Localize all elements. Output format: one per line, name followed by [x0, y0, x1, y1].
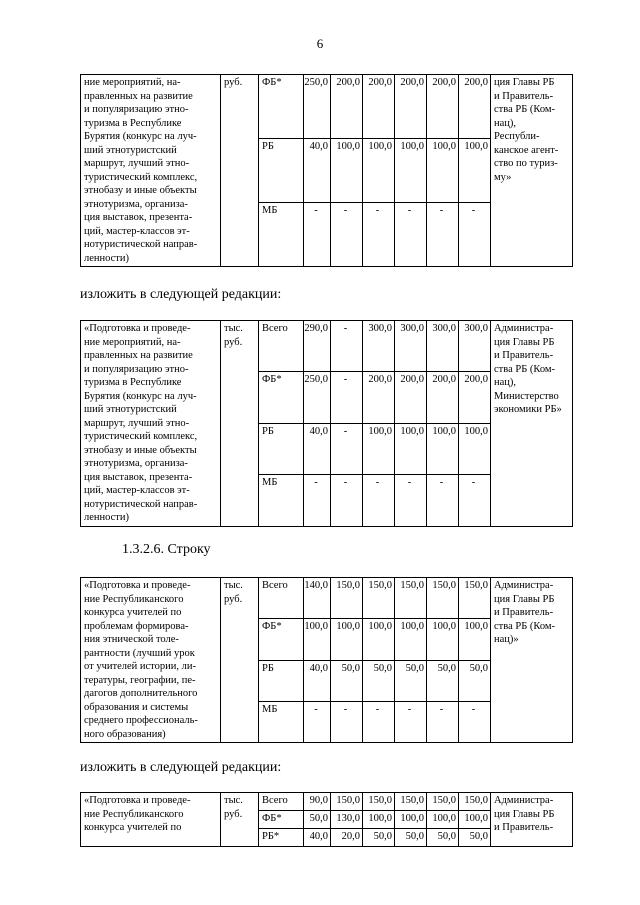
measure-name-line: туристический комплекс, [84, 431, 198, 442]
amount-cell: 100,0 [331, 139, 363, 203]
amount-cell: 250,0 [304, 372, 331, 423]
unit-line: тыс. [224, 323, 243, 334]
table-block-2 [80, 320, 573, 527]
responsible-line: ция Главы РБ [494, 336, 555, 348]
funding-source-cell: МБ [259, 203, 304, 267]
funding-source-cell: МБ [259, 701, 304, 742]
amount-cell: 100,0 [427, 619, 459, 660]
amount-cell: - [459, 203, 491, 267]
responsible-line: и Правитель- [494, 350, 554, 361]
measure-name-line: конкурса учителей по [84, 822, 182, 833]
amount-cell: 50,0 [331, 660, 363, 701]
amount-cell: 50,0 [363, 660, 395, 701]
amount-cell: 130,0 [331, 811, 363, 829]
table-row [81, 578, 573, 619]
amount-cell: - [395, 203, 427, 267]
unit-line: руб. [224, 808, 243, 820]
responsible-cell [491, 75, 573, 267]
unit-line: руб. [224, 336, 243, 348]
amount-cell: - [331, 701, 363, 742]
responsible-line: Администра- [494, 580, 554, 591]
amount-cell: 100,0 [427, 811, 459, 829]
responsible-line: му» [494, 171, 512, 183]
responsible-line: ства РБ (Ком- [494, 363, 556, 375]
measure-name-line: ший этнотуристский [84, 404, 177, 415]
measure-name-line: и популяризацию этно- [84, 104, 189, 115]
measure-name-line: ние мероприятий, на- [84, 77, 181, 88]
responsible-line: ция Главы РБ [494, 77, 555, 88]
measure-name-line: «Подготовка и проведе- [84, 795, 191, 806]
measure-name-line: конкурса учителей по [84, 607, 182, 618]
measure-name-cell [81, 793, 221, 847]
amount-cell: 90,0 [304, 793, 331, 811]
responsible-line: нац), [494, 377, 517, 388]
measure-name-line: туризма в Республике [84, 117, 182, 129]
responsible-line: канское агент- [494, 144, 559, 156]
funding-source-cell: РБ [259, 139, 304, 203]
amount-cell: - [363, 203, 395, 267]
measure-name-line: ленности) [84, 512, 130, 523]
amount-cell: 100,0 [363, 139, 395, 203]
amount-cell: 100,0 [395, 619, 427, 660]
instruction-phrase-2: изложить в следующей редакции: [80, 760, 282, 775]
measure-name-line: этнобазу и иные объекты [84, 444, 197, 456]
amount-cell: - [395, 701, 427, 742]
amount-cell: 100,0 [363, 423, 395, 474]
amount-cell: 100,0 [395, 811, 427, 829]
measure-name-line: «Подготовка и проведе- [84, 580, 191, 591]
amount-cell: 100,0 [459, 423, 491, 474]
amount-cell: - [427, 701, 459, 742]
responsible-line: Администра- [494, 323, 554, 334]
amount-cell: 300,0 [363, 321, 395, 372]
measure-name-line: нотуристической направ- [84, 498, 198, 510]
responsible-cell [491, 793, 573, 847]
amount-cell: - [459, 701, 491, 742]
amount-cell: - [363, 701, 395, 742]
funding-source-cell: Всего [259, 321, 304, 372]
amount-cell: 200,0 [459, 372, 491, 423]
amount-cell: 150,0 [395, 578, 427, 619]
instruction-phrase-1: изложить в следующей редакции: [80, 287, 282, 302]
measure-name-cell [81, 321, 221, 527]
measure-name-line: ние Республиканского [84, 808, 184, 820]
responsible-line: и Правитель- [494, 90, 554, 102]
amount-cell: 150,0 [427, 578, 459, 619]
amount-cell: 100,0 [427, 139, 459, 203]
measure-name-line: этнобазу и иные объекты [84, 185, 197, 196]
amount-cell: 200,0 [427, 75, 459, 139]
amount-cell: 200,0 [395, 75, 427, 139]
responsible-line: нац), [494, 117, 517, 129]
amount-cell: 250,0 [304, 75, 331, 139]
responsible-line: Республи- [494, 131, 540, 142]
responsible-line: ция Главы РБ [494, 808, 555, 820]
responsible-cell [491, 321, 573, 527]
amount-cell: 100,0 [427, 423, 459, 474]
measure-name-line: ший этнотуристский [84, 144, 177, 156]
amount-cell: 150,0 [363, 793, 395, 811]
amount-cell: 290,0 [304, 321, 331, 372]
amount-cell: 100,0 [363, 811, 395, 829]
funding-source-cell: РБ [259, 423, 304, 474]
amount-cell: 100,0 [304, 619, 331, 660]
amount-cell: - [304, 203, 331, 267]
amount-cell: 40,0 [304, 829, 331, 847]
amount-cell: 300,0 [395, 321, 427, 372]
funding-source-cell: РБ [259, 660, 304, 701]
unit-cell [221, 321, 259, 527]
table-block-3 [80, 577, 573, 743]
amount-cell: - [427, 203, 459, 267]
measure-name-line: проблемам формирова- [84, 620, 189, 632]
responsible-line: экономики РБ» [494, 404, 562, 415]
amount-cell: 50,0 [427, 660, 459, 701]
amount-cell: 200,0 [427, 372, 459, 423]
measure-name-line: Бурятия (конкурс на луч- [84, 131, 197, 142]
measure-name-line: от учителей истории, ли- [84, 661, 196, 672]
amount-cell: 50,0 [395, 660, 427, 701]
amount-cell: - [331, 203, 363, 267]
measure-name-line: правленных на развитие [84, 90, 193, 102]
responsible-line: ства РБ (Ком- [494, 620, 556, 632]
measure-name-line: ций, мастер-классов эт- [84, 485, 190, 496]
amount-cell: - [304, 475, 331, 526]
amount-cell: 40,0 [304, 660, 331, 701]
responsible-line: и Правитель- [494, 607, 554, 618]
amount-cell: 150,0 [459, 578, 491, 619]
amount-cell: - [459, 475, 491, 526]
amount-cell: 200,0 [459, 75, 491, 139]
measure-name-line: ций, мастер-классов эт- [84, 225, 190, 237]
responsible-line: и Правитель- [494, 822, 554, 833]
amount-cell: - [331, 423, 363, 474]
measure-name-line: ция выставок, презента- [84, 471, 193, 483]
amount-cell: 50,0 [304, 811, 331, 829]
amount-cell: 100,0 [459, 139, 491, 203]
responsible-line: нац)» [494, 634, 519, 645]
measure-name-line: Бурятия (конкурс на луч- [84, 390, 197, 402]
amount-cell: 300,0 [427, 321, 459, 372]
amount-cell: 150,0 [363, 578, 395, 619]
measure-name-cell [81, 578, 221, 743]
measure-name-line: этнотуризма, организа- [84, 458, 188, 469]
unit-line: руб. [224, 77, 243, 88]
table-block-1 [80, 74, 573, 267]
responsible-line: ство по туриз- [494, 158, 558, 169]
amount-cell: 100,0 [459, 619, 491, 660]
amount-cell: - [331, 475, 363, 526]
amount-cell: 150,0 [331, 793, 363, 811]
funding-source-cell: Всего [259, 578, 304, 619]
unit-line: тыс. [224, 795, 243, 806]
amount-cell: - [331, 372, 363, 423]
funding-source-cell: Всего [259, 793, 304, 811]
amount-cell: 40,0 [304, 139, 331, 203]
amount-cell: 50,0 [363, 829, 395, 847]
measure-name-cell [81, 75, 221, 267]
table-row [81, 75, 573, 139]
measure-name-line: образования и системы [84, 701, 189, 713]
measure-name-line: «Подготовка и проведе- [84, 323, 191, 334]
measure-name-line: нотуристической направ- [84, 239, 198, 250]
amount-cell: 100,0 [363, 619, 395, 660]
measure-name-line: правленных на развитие [84, 350, 193, 361]
amount-cell: 300,0 [459, 321, 491, 372]
amount-cell: 50,0 [395, 829, 427, 847]
unit-cell [221, 578, 259, 743]
table-row [81, 321, 573, 372]
measure-name-line: ния этнической толе- [84, 634, 179, 645]
unit-cell [221, 793, 259, 847]
funding-source-cell: РБ* [259, 829, 304, 847]
measure-name-line: маршрут, лучший этно- [84, 417, 190, 429]
amount-cell: 100,0 [459, 811, 491, 829]
amount-cell: 50,0 [459, 829, 491, 847]
amount-cell: - [363, 475, 395, 526]
unit-line: руб. [224, 593, 243, 605]
amount-cell: - [331, 321, 363, 372]
amount-cell: 150,0 [331, 578, 363, 619]
unit-line: тыс. [224, 580, 243, 591]
page-number: 6 [316, 36, 324, 51]
amount-cell: 200,0 [395, 372, 427, 423]
amount-cell: 200,0 [331, 75, 363, 139]
measure-name-line: ленности) [84, 252, 130, 264]
amount-cell: 20,0 [331, 829, 363, 847]
measure-name-line: ние мероприятий, на- [84, 336, 181, 348]
amount-cell: 150,0 [427, 793, 459, 811]
responsible-line: ция Главы РБ [494, 593, 555, 605]
measure-name-line: ция выставок, презента- [84, 212, 193, 223]
amount-cell: 40,0 [304, 423, 331, 474]
amount-cell: 50,0 [427, 829, 459, 847]
amount-cell: - [395, 475, 427, 526]
measure-name-line: и популяризацию этно- [84, 363, 189, 375]
measure-name-line: тературы, географии, пе- [84, 674, 196, 686]
measure-name-line: этнотуризма, организа- [84, 198, 188, 210]
unit-cell [221, 75, 259, 267]
table-block-4 [80, 792, 573, 847]
amount-cell: 200,0 [363, 372, 395, 423]
amount-cell: 140,0 [304, 578, 331, 619]
funding-source-cell: ФБ* [259, 811, 304, 829]
amount-cell: 50,0 [459, 660, 491, 701]
funding-source-cell: ФБ* [259, 75, 304, 139]
responsible-line: Администра- [494, 795, 554, 806]
responsible-line: Министерство [494, 390, 559, 402]
measure-name-line: среднего профессиональ- [84, 715, 198, 726]
amount-cell: 150,0 [459, 793, 491, 811]
measure-name-line: маршрут, лучший этно- [84, 158, 190, 169]
measure-name-line: дагогов дополнительного [84, 688, 198, 699]
subsection-heading: 1.3.2.6. Строку [122, 542, 211, 557]
table-row [81, 793, 573, 811]
amount-cell: 200,0 [363, 75, 395, 139]
measure-name-line: ного образования) [84, 728, 166, 740]
funding-source-cell: ФБ* [259, 619, 304, 660]
measure-name-line: туризма в Республике [84, 377, 182, 388]
funding-source-cell: ФБ* [259, 372, 304, 423]
amount-cell: 100,0 [395, 139, 427, 203]
amount-cell: 100,0 [395, 423, 427, 474]
amount-cell: 150,0 [395, 793, 427, 811]
measure-name-line: рантности (лучший урок [84, 647, 195, 659]
measure-name-line: ние Республиканского [84, 593, 184, 605]
funding-source-cell: МБ [259, 475, 304, 526]
measure-name-line: туристический комплекс, [84, 171, 198, 183]
amount-cell: 100,0 [331, 619, 363, 660]
amount-cell: - [427, 475, 459, 526]
responsible-line: ства РБ (Ком- [494, 104, 556, 115]
amount-cell: - [304, 701, 331, 742]
responsible-cell [491, 578, 573, 743]
